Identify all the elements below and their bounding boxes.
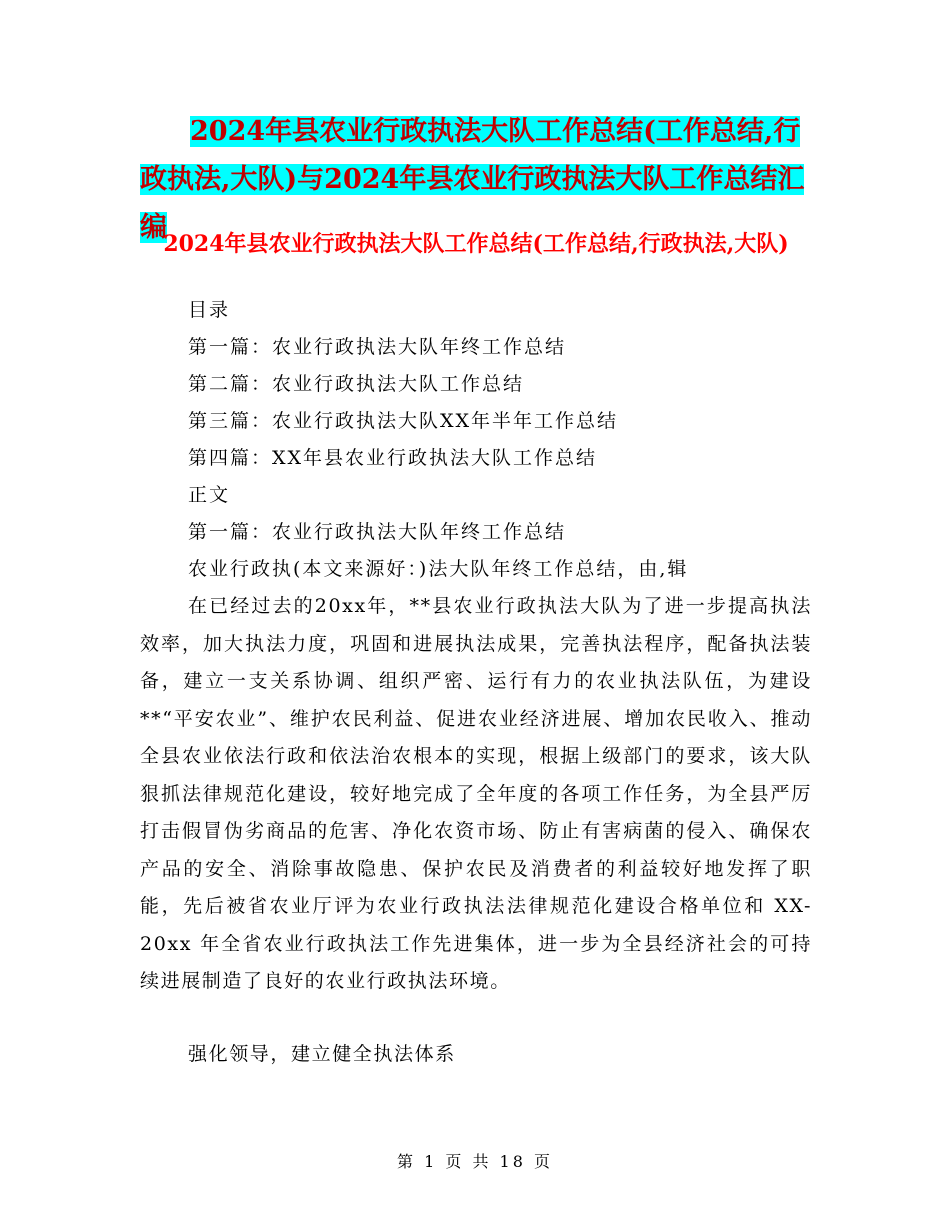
toc-item: 第三篇：农业行政执法大队XX年半年工作总结 [188,410,619,432]
body-paragraph: 在已经过去的20xx年，**县农业行政执法大队为了进一步提高执法效率，加大执法力度，巩固和进展执法成果，完善执法程序，配备执法装备，建立一支关系协调、组织严密、运行有力的农业执法队伍，为建设**“平安农业”、维护农民利益、促进农业经济进展、增加农民收入、推动全县农业依法行政和依法治农根本的实现，根据上级部门的要求，该大队狠抓法律规范化建设，较好地完成了全年度的各项工作任务，为全县严厉打击假冒伪劣商品的危害、净化农资市场、防止有害病菌的侵入、确保农产品的安全、消除事故隐患、保护农民及消费者的利益较好地发挥了职能，先后被省农业厅评为农业行政执法法律规范化建设合格单位和 XX-20xx 年全省农业行政执法工作先进集体，进一步为全县经济社会的可持续进展制造了良好的农业行政执法环境。 [140,595,812,992]
body-heading: 正文 [188,484,231,506]
source-line: 农业行政执(本文来源好：)法大队年终工作总结，由,辑 [188,558,689,580]
table-of-contents [188,292,828,588]
body-paragraph: 强化领导，建立健全执法体系 [188,1043,456,1065]
main-title-text: 2024年县农业行政执法大队工作总结(工作总结,行政执法,大队)与2024年县农业行政执法大队工作总结汇编 [140,116,805,243]
section-heading: 第一篇：农业行政执法大队年终工作总结 [188,521,567,543]
toc-item: 第四篇：XX年县农业行政执法大队工作总结 [188,447,598,469]
sub-title: 2024年县农业行政执法大队工作总结(工作总结,行政执法,大队) [163,231,789,257]
toc-item: 第一篇：农业行政执法大队年终工作总结 [188,336,567,358]
toc-heading: 目录 [188,299,231,321]
page-footer: 第 1 页 共 18 页 [397,1152,553,1171]
toc-item: 第二篇：农业行政执法大队工作总结 [188,373,525,395]
